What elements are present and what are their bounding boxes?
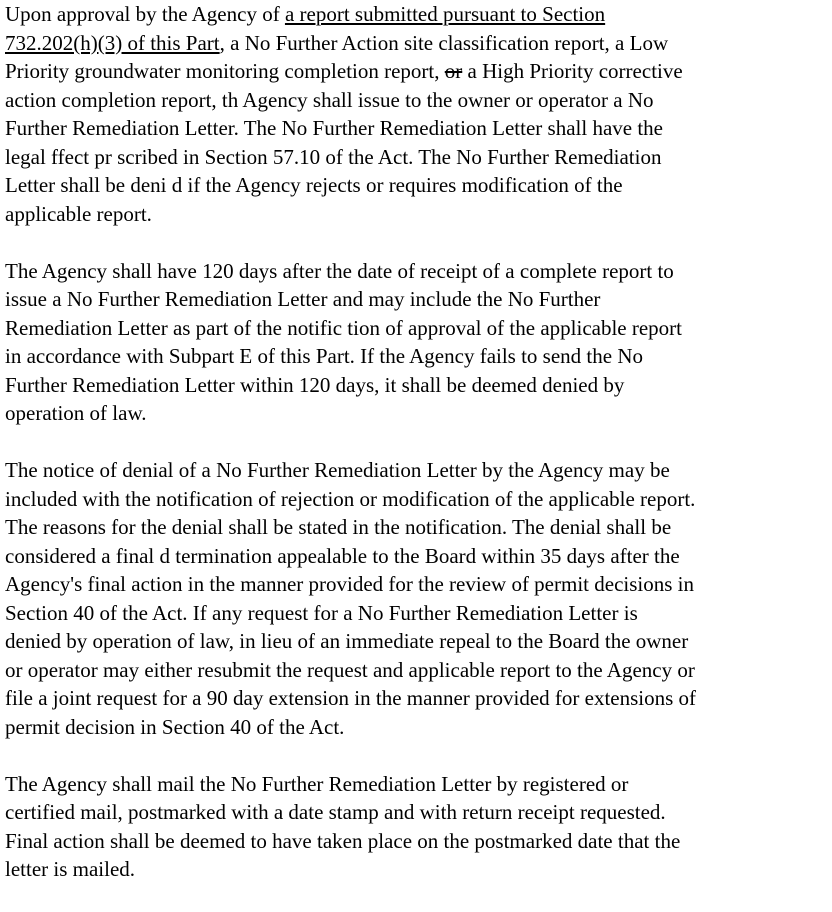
text-line: Further Remediation Letter. The No Further Remediation Letter shall have the	[5, 116, 664, 140]
text-line: permit decision in Section 40 of the Act.	[5, 714, 345, 739]
text-line	[5, 57, 829, 86]
text-line: The Agency shall mail the No Further Remediation Letter by registered or	[5, 771, 629, 796]
underlined-insertion: a report submitted pursuant to Section	[284, 2, 606, 26]
text-line: Letter shall be deni d if the Agency rejects or requires modification of the	[5, 173, 623, 197]
text-line: issue a No Further Remediation Letter and may include the No Further	[5, 287, 601, 311]
text-line: denied by operation of law, in lieu of an immediate repeal to the Board the owner	[5, 629, 689, 653]
text-line: in accordance with Subpart E of this Part. If the Agency fails to send the No	[5, 344, 643, 368]
text-line: The notice of denial of a No Further Remediation Letter by the Agency may be	[5, 458, 670, 482]
text-line: or operator may either resubmit the request and applicable report to the Agency or	[5, 657, 695, 682]
text-line: considered a final d termination appealable to the Board within 35 days after the	[5, 543, 680, 568]
text-line: Remediation Letter as part of the notific tion of approval of the applicable report	[5, 315, 683, 340]
underlined-insertion: 732.202(h)(3) of this Part	[5, 30, 220, 55]
text-line: Further Remediation Letter within 120 days, it shall be deemed denied by	[5, 372, 625, 397]
text-line: file a joint request for a 90 day extension in the manner provided for extensions of	[5, 686, 697, 710]
text-run: Priority groundwater monitoring completion report,	[5, 59, 445, 83]
paragraph-notice-of-denial	[5, 456, 829, 741]
text-line: certified mail, postmarked with a date stamp and with return receipt requested.	[5, 800, 666, 824]
text-line: Section 40 of the Act. If any request for a No Further Remediation Letter is	[5, 600, 638, 625]
text-line: The Agency shall have 120 days after the date of receipt of a complete report to	[5, 258, 674, 283]
text-line: Agency's final action in the manner provided for the review of permit decisions in	[5, 572, 694, 596]
text-line	[5, 29, 829, 58]
text-line: operation of law.	[5, 401, 147, 425]
text-line: action completion report, th Agency shall issue to the owner or operator a No	[5, 87, 654, 112]
text-line: legal ffect pr scribed in Section 57.10 of the Act. The No Further Remediation	[5, 144, 662, 169]
text-line: letter is mailed.	[5, 857, 136, 881]
text-run: Upon approval by the Agency of	[5, 2, 285, 26]
paragraph-120-days	[5, 257, 829, 428]
text-run: , a No Further Action site classification report, a Low	[219, 30, 669, 55]
text-line: applicable report.	[5, 201, 152, 226]
text-run: a High Priority corrective	[462, 59, 683, 83]
text-line: included with the notification of rejection or modification of the applicable report.	[5, 486, 696, 511]
struck-deletion: or	[444, 59, 463, 83]
document-body	[5, 0, 829, 912]
text-line: Final action shall be deemed to have taken place on the postmarked date that the	[5, 828, 681, 853]
text-line	[5, 0, 829, 29]
text-line: The reasons for the denial shall be stated in the notification. The denial shall be	[5, 515, 672, 539]
paragraph-approval	[5, 0, 829, 228]
paragraph-mailing	[5, 770, 829, 884]
